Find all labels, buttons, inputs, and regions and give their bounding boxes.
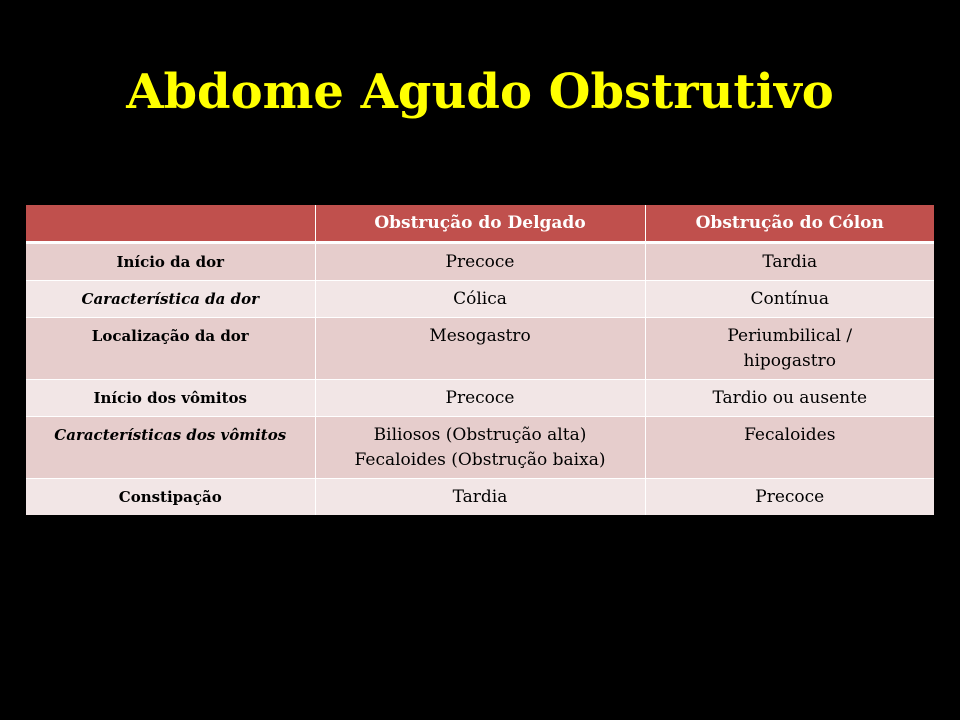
table-row [26,281,934,318]
header-row [26,205,934,243]
table-header [26,205,934,243]
cell-text: Tardia [452,487,508,507]
delgado-cell [315,417,645,479]
cell-text: Precoce [445,252,515,272]
colon-cell [645,479,934,516]
row-label: Início da dor [26,243,315,281]
cell-text: Tardia [762,252,818,272]
cell-text: Fecaloides (Obstrução baixa) [354,450,606,470]
table-body [26,243,934,516]
table-row [26,243,934,281]
colon-cell [645,243,934,281]
colon-cell [645,380,934,417]
delgado-cell [315,380,645,417]
delgado-cell [315,318,645,380]
delgado-cell [315,479,645,516]
slide-title: Abdome Agudo Obstrutivo [126,64,834,120]
cell-text: Periumbilical / [727,326,853,346]
header-corner-cell [26,205,315,243]
row-label: Característica da dor [26,281,315,318]
row-label: Localização da dor [26,318,315,380]
colon-cell [645,318,934,380]
cell-text: Cólica [453,289,507,309]
header-delgado: Obstrução do Delgado [315,205,645,243]
cell-text: Precoce [445,388,515,408]
cell-text: Biliosos (Obstrução alta) [373,425,587,445]
cell-text: Mesogastro [429,326,531,346]
row-label: Constipação [26,479,315,516]
cell-text: Contínua [750,289,829,309]
table-row [26,380,934,417]
table-row [26,479,934,516]
cell-text: Tardio ou ausente [712,388,868,408]
colon-cell [645,281,934,318]
delgado-cell [315,243,645,281]
comparison-table [26,205,934,515]
delgado-cell [315,281,645,318]
cell-text: Fecaloides [744,425,836,445]
colon-cell [645,417,934,479]
row-label: Características dos vômitos [26,417,315,479]
row-label: Início dos vômitos [26,380,315,417]
table-row [26,417,934,479]
cell-text: Precoce [755,487,825,507]
table-row [26,318,934,380]
header-colon: Obstrução do Cólon [645,205,934,243]
cell-text: hipogastro [743,351,836,371]
